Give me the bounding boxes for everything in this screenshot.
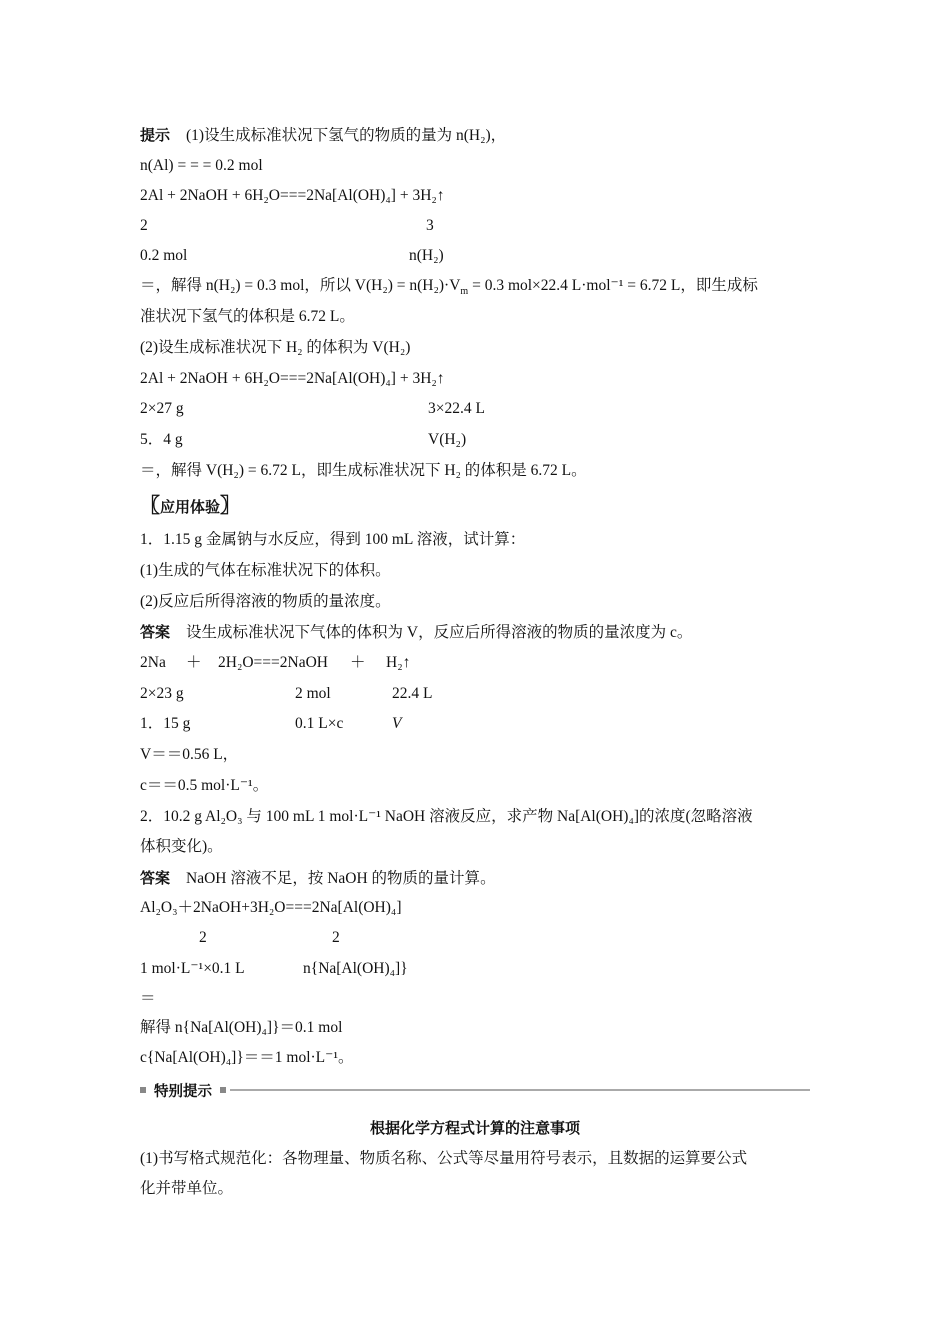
q2-text-2: 体积变化)。: [140, 838, 223, 855]
q1-result-2: c＝＝0.5 mol·L⁻¹。: [140, 777, 269, 794]
q1-row1-col2: 2 mol: [295, 685, 331, 702]
hint-line-6: ＝，解得 V(H₂) = 6.72 L，即生成标准状况下 H₂ 的体积是 6.72 L。: [140, 462, 587, 479]
hint-text-1: (1)设生成标准状况下氢气的物质的量为 n(H₂)，: [186, 127, 507, 144]
special-tip-para-1b: 化并带单位。: [140, 1180, 234, 1197]
q2-row2-col2: n{Na[Al(OH)₄]}: [303, 960, 408, 977]
hint-line-5: (2)设生成标准状况下 H₂ 的体积为 V(H₂): [140, 339, 411, 356]
square-bullet-icon: [140, 1087, 146, 1093]
bracket-close: 〗: [220, 493, 241, 517]
hint-ratio-right-4: V(H₂): [428, 431, 467, 448]
q1-eq-plus-2: ＋: [350, 654, 366, 671]
q2-row1-col1: 2: [199, 929, 207, 946]
hint-equation-1: 2Al + 2NaOH + 6H₂O===2Na[Al(OH)₄] + 3H₂↑: [140, 187, 445, 204]
q1-part-1: (1)生成的气体在标准状况下的体积。: [140, 562, 391, 579]
q1-row1-col3: 22.4 L: [392, 685, 433, 702]
square-bullet-icon: [220, 1087, 226, 1093]
q1-text: 1．1.15 g 金属钠与水反应，得到 100 mL 溶液，试计算：: [140, 531, 526, 548]
hint-ratio-right-2: n(H₂): [409, 247, 444, 264]
q1-row1-col1: 2×23 g: [140, 685, 184, 702]
q1-answer-text: 设生成标准状况下气体的体积为 V，反应后所得溶液的物质的量浓度为 c。: [186, 624, 693, 641]
special-tip-title: 根据化学方程式计算的注意事项: [369, 1119, 580, 1137]
q1-row2-col3: V: [392, 715, 402, 732]
q1-eq-term-3: H₂↑: [386, 654, 411, 671]
special-tip-label: 特别提示: [154, 1083, 212, 1100]
q2-text-1: 2．10.2 g Al₂O₃ 与 100 mL 1 mol·L⁻¹ NaOH 溶液反应，求产物 Na[Al(OH)₄]的浓度(忽略溶液: [140, 808, 753, 825]
hint-line-3: [140, 275, 758, 303]
special-tip-bar: [140, 1079, 810, 1101]
q1-eq-plus-1: ＋: [186, 654, 202, 671]
section-heading: [140, 492, 240, 518]
hint-ratio-left-2: 0.2 mol: [140, 247, 188, 264]
q1-row2-col2: 0.1 L×c: [295, 715, 344, 732]
q2-row1-col2: 2: [332, 929, 340, 946]
hint-text-3a: ＝，解得 n(H₂) = 0.3 mol，所以 V(H₂) = n(H₂)·V: [140, 277, 461, 294]
bracket-open: 〖: [140, 493, 160, 517]
q1-answer: [140, 621, 692, 644]
q1-row2-col1: 1．15 g: [140, 715, 191, 732]
section-title: 应用体验: [160, 498, 221, 516]
q2-equation: Al₂O₃＋2NaOH+3H₂O===2Na[Al(OH)₄]: [140, 899, 402, 916]
hint-text-3b: = 0.3 mol×22.4 L·mol⁻¹ = 6.72 L，即生成标: [468, 277, 758, 294]
hint-ratio-right-1: 3: [426, 217, 434, 234]
q2-answer-label: 答案: [140, 869, 171, 887]
hint-line-1: [140, 124, 506, 147]
q1-eq-term-2: 2H₂O===2NaOH: [218, 654, 328, 671]
q2-answer: [140, 867, 496, 890]
q2-answer-text: NaOH 溶液不足，按 NaOH 的物质的量计算。: [186, 870, 496, 887]
hint-ratio-left-3: 2×27 g: [140, 400, 184, 417]
special-tip-para-1a: (1)书写格式规范化：各物理量、物质名称、公式等尽量用符号表示，且数据的运算要公式: [140, 1150, 748, 1167]
hint-equation-2: 2Al + 2NaOH + 6H₂O===2Na[Al(OH)₄] + 3H₂↑: [140, 370, 445, 387]
q2-result-2: c{Na[Al(OH)₄]}＝＝1 mol·L⁻¹。: [140, 1049, 354, 1066]
divider-rule: [230, 1089, 810, 1091]
q1-part-2: (2)反应后所得溶液的物质的量浓度。: [140, 593, 391, 610]
hint-line-2: n(Al) = = = 0.2 mol: [140, 157, 263, 174]
hint-ratio-left-4: 5．4 g: [140, 431, 183, 448]
q1-result-1: V＝＝0.56 L，: [140, 746, 239, 763]
q2-result-1: 解得 n{Na[Al(OH)₄]}＝0.1 mol: [140, 1019, 343, 1036]
hint-text-3-sub: m: [460, 286, 469, 298]
hint-label: 提示: [140, 126, 171, 144]
q1-answer-label: 答案: [140, 623, 171, 641]
hint-line-4: 准状况下氢气的体积是 6.72 L。: [140, 308, 355, 325]
hint-ratio-left-1: 2: [140, 217, 148, 234]
q2-row2-col1: 1 mol·L⁻¹×0.1 L: [140, 960, 245, 977]
q1-eq-term-1: 2Na: [140, 654, 166, 671]
hint-ratio-right-3: 3×22.4 L: [428, 400, 485, 417]
q2-equals: ＝: [140, 990, 156, 1007]
